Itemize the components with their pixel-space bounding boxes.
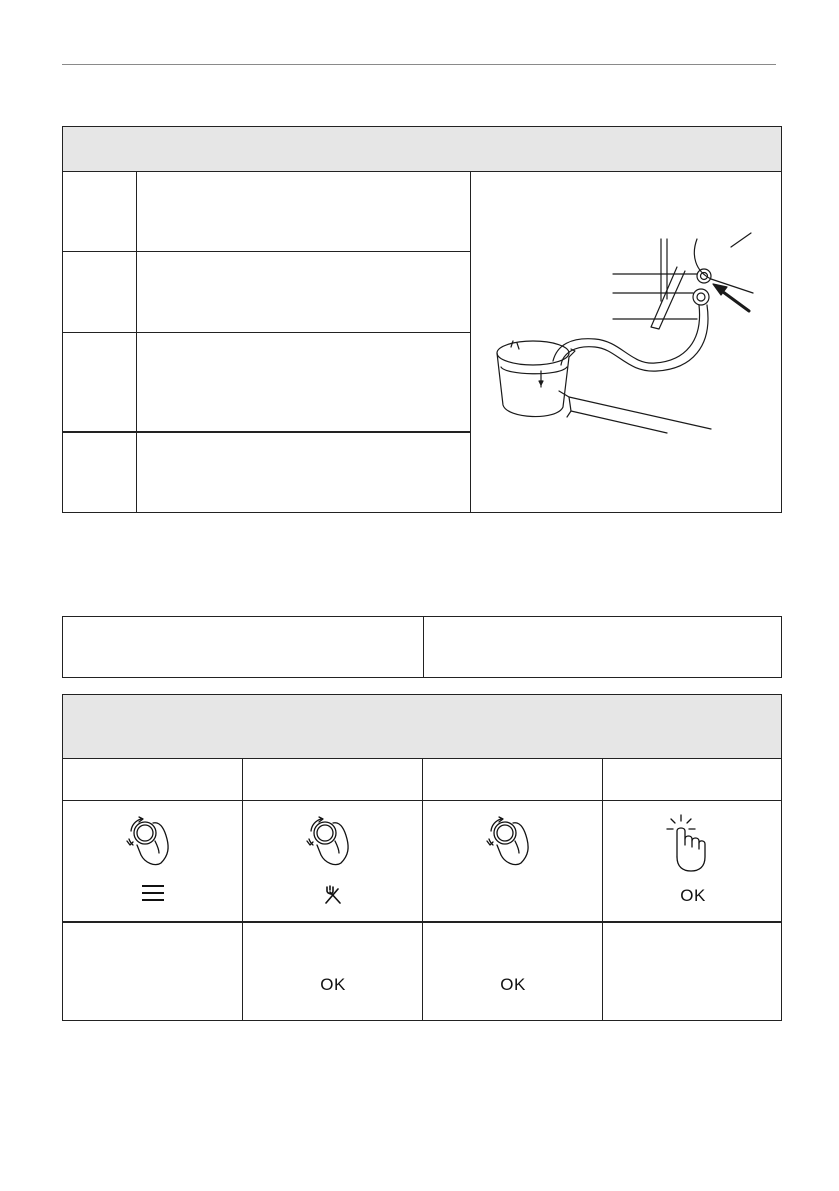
rotate-knob-hand-icon <box>121 811 185 880</box>
column-divider <box>422 758 423 1020</box>
drain-water-hose-into-jug-illustration <box>471 171 781 512</box>
ok-label: OK <box>500 975 526 994</box>
menu-icon <box>142 884 164 907</box>
procedure-table-header <box>63 695 781 759</box>
step-row-2 <box>63 252 471 332</box>
step-row-3 <box>63 333 471 431</box>
ok-label: OK <box>320 975 346 994</box>
steps-table <box>62 126 782 513</box>
cutlery-icon <box>323 885 343 910</box>
column-divider <box>242 758 243 1020</box>
step-row-4 <box>63 433 471 512</box>
two-column-table <box>62 616 782 678</box>
ok-label: OK <box>680 886 706 905</box>
press-finger-icon <box>663 813 715 880</box>
step-number-cell <box>63 333 137 431</box>
page-header-rule <box>62 64 776 65</box>
column-divider <box>423 617 424 677</box>
column-divider <box>602 758 603 1020</box>
step-number-cell <box>63 252 137 332</box>
step-number-cell <box>63 171 137 251</box>
steps-table-header <box>63 127 781 172</box>
rotate-knob-hand-icon <box>481 811 545 880</box>
rotate-knob-hand-icon <box>301 811 365 880</box>
step-row-1 <box>63 171 471 251</box>
step-number-cell <box>63 433 137 512</box>
procedure-table <box>62 694 782 1021</box>
